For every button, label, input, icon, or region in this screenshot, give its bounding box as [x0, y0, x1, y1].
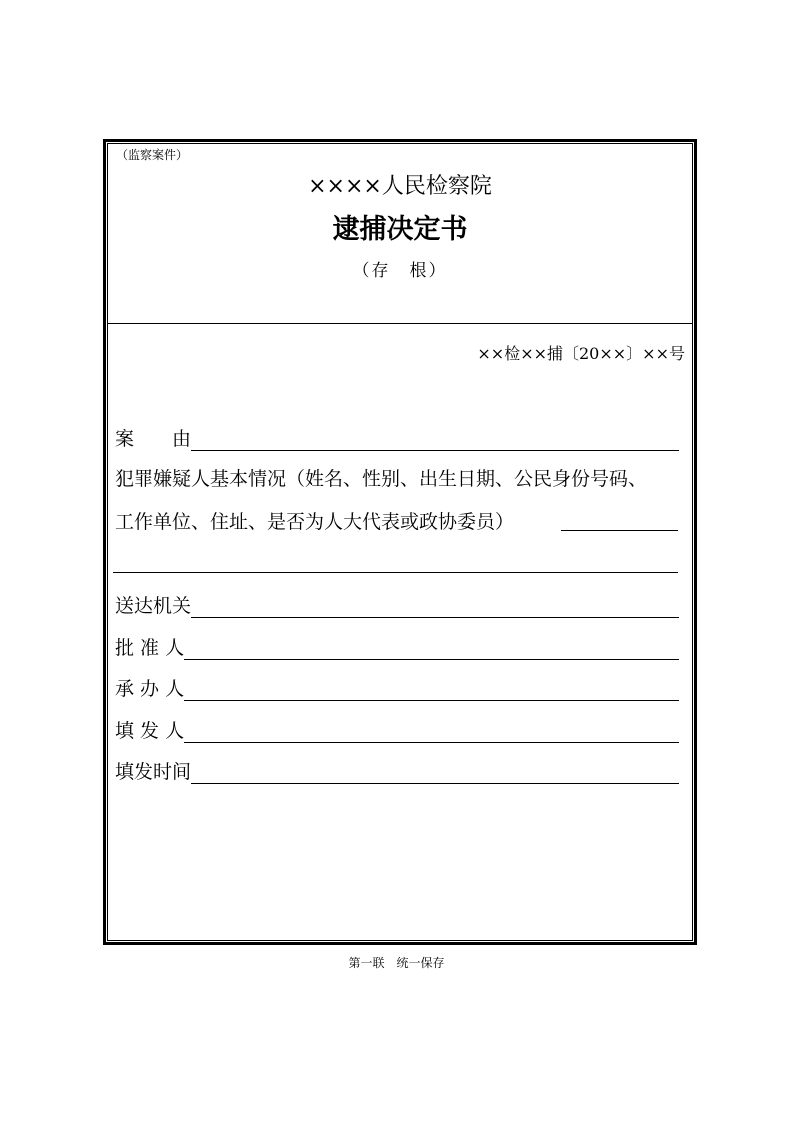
delivery-agency-blank — [191, 595, 679, 618]
issuer-field — [115, 716, 679, 744]
footer-note: 第一联 统一保存 — [348, 956, 445, 970]
handler-blank — [184, 678, 679, 701]
handler-label: 承 办 人 — [115, 678, 185, 700]
issue-time-label: 填发时间 — [115, 761, 192, 783]
approver-blank — [184, 637, 679, 660]
document-title: 逮捕决定书 — [332, 214, 468, 245]
approver-label: 批 准 人 — [115, 637, 185, 659]
case-reason-field — [115, 424, 679, 452]
case-reason-label: 案 由 — [115, 428, 192, 450]
delivery-agency-field — [115, 591, 679, 619]
issuer-label: 填 发 人 — [115, 720, 185, 742]
header-divider — [108, 323, 692, 324]
issue-time-field — [115, 757, 679, 785]
suspect-info-label-line2: 工作单位、住址、是否为人大代表或政协委员） — [115, 511, 515, 533]
suspect-info-blank-short — [561, 530, 678, 531]
case-type-label: （监察案件） — [116, 148, 189, 162]
suspect-info-label-line1: 犯罪嫌疑人基本情况（姓名、性别、出生日期、公民身份号码、 — [115, 468, 648, 490]
handler-field — [115, 674, 679, 702]
delivery-agency-label: 送达机关 — [115, 595, 192, 617]
approver-field — [115, 633, 679, 661]
suspect-info-blank-full — [113, 572, 678, 573]
document-number: ××检××捕〔20××〕××号 — [477, 344, 685, 363]
document-subtitle: （存 根） — [352, 261, 448, 281]
procuratorate-name: ××××人民检察院 — [308, 174, 492, 199]
case-reason-blank — [191, 428, 679, 451]
issue-time-blank — [191, 761, 679, 784]
issuer-blank — [184, 720, 679, 743]
